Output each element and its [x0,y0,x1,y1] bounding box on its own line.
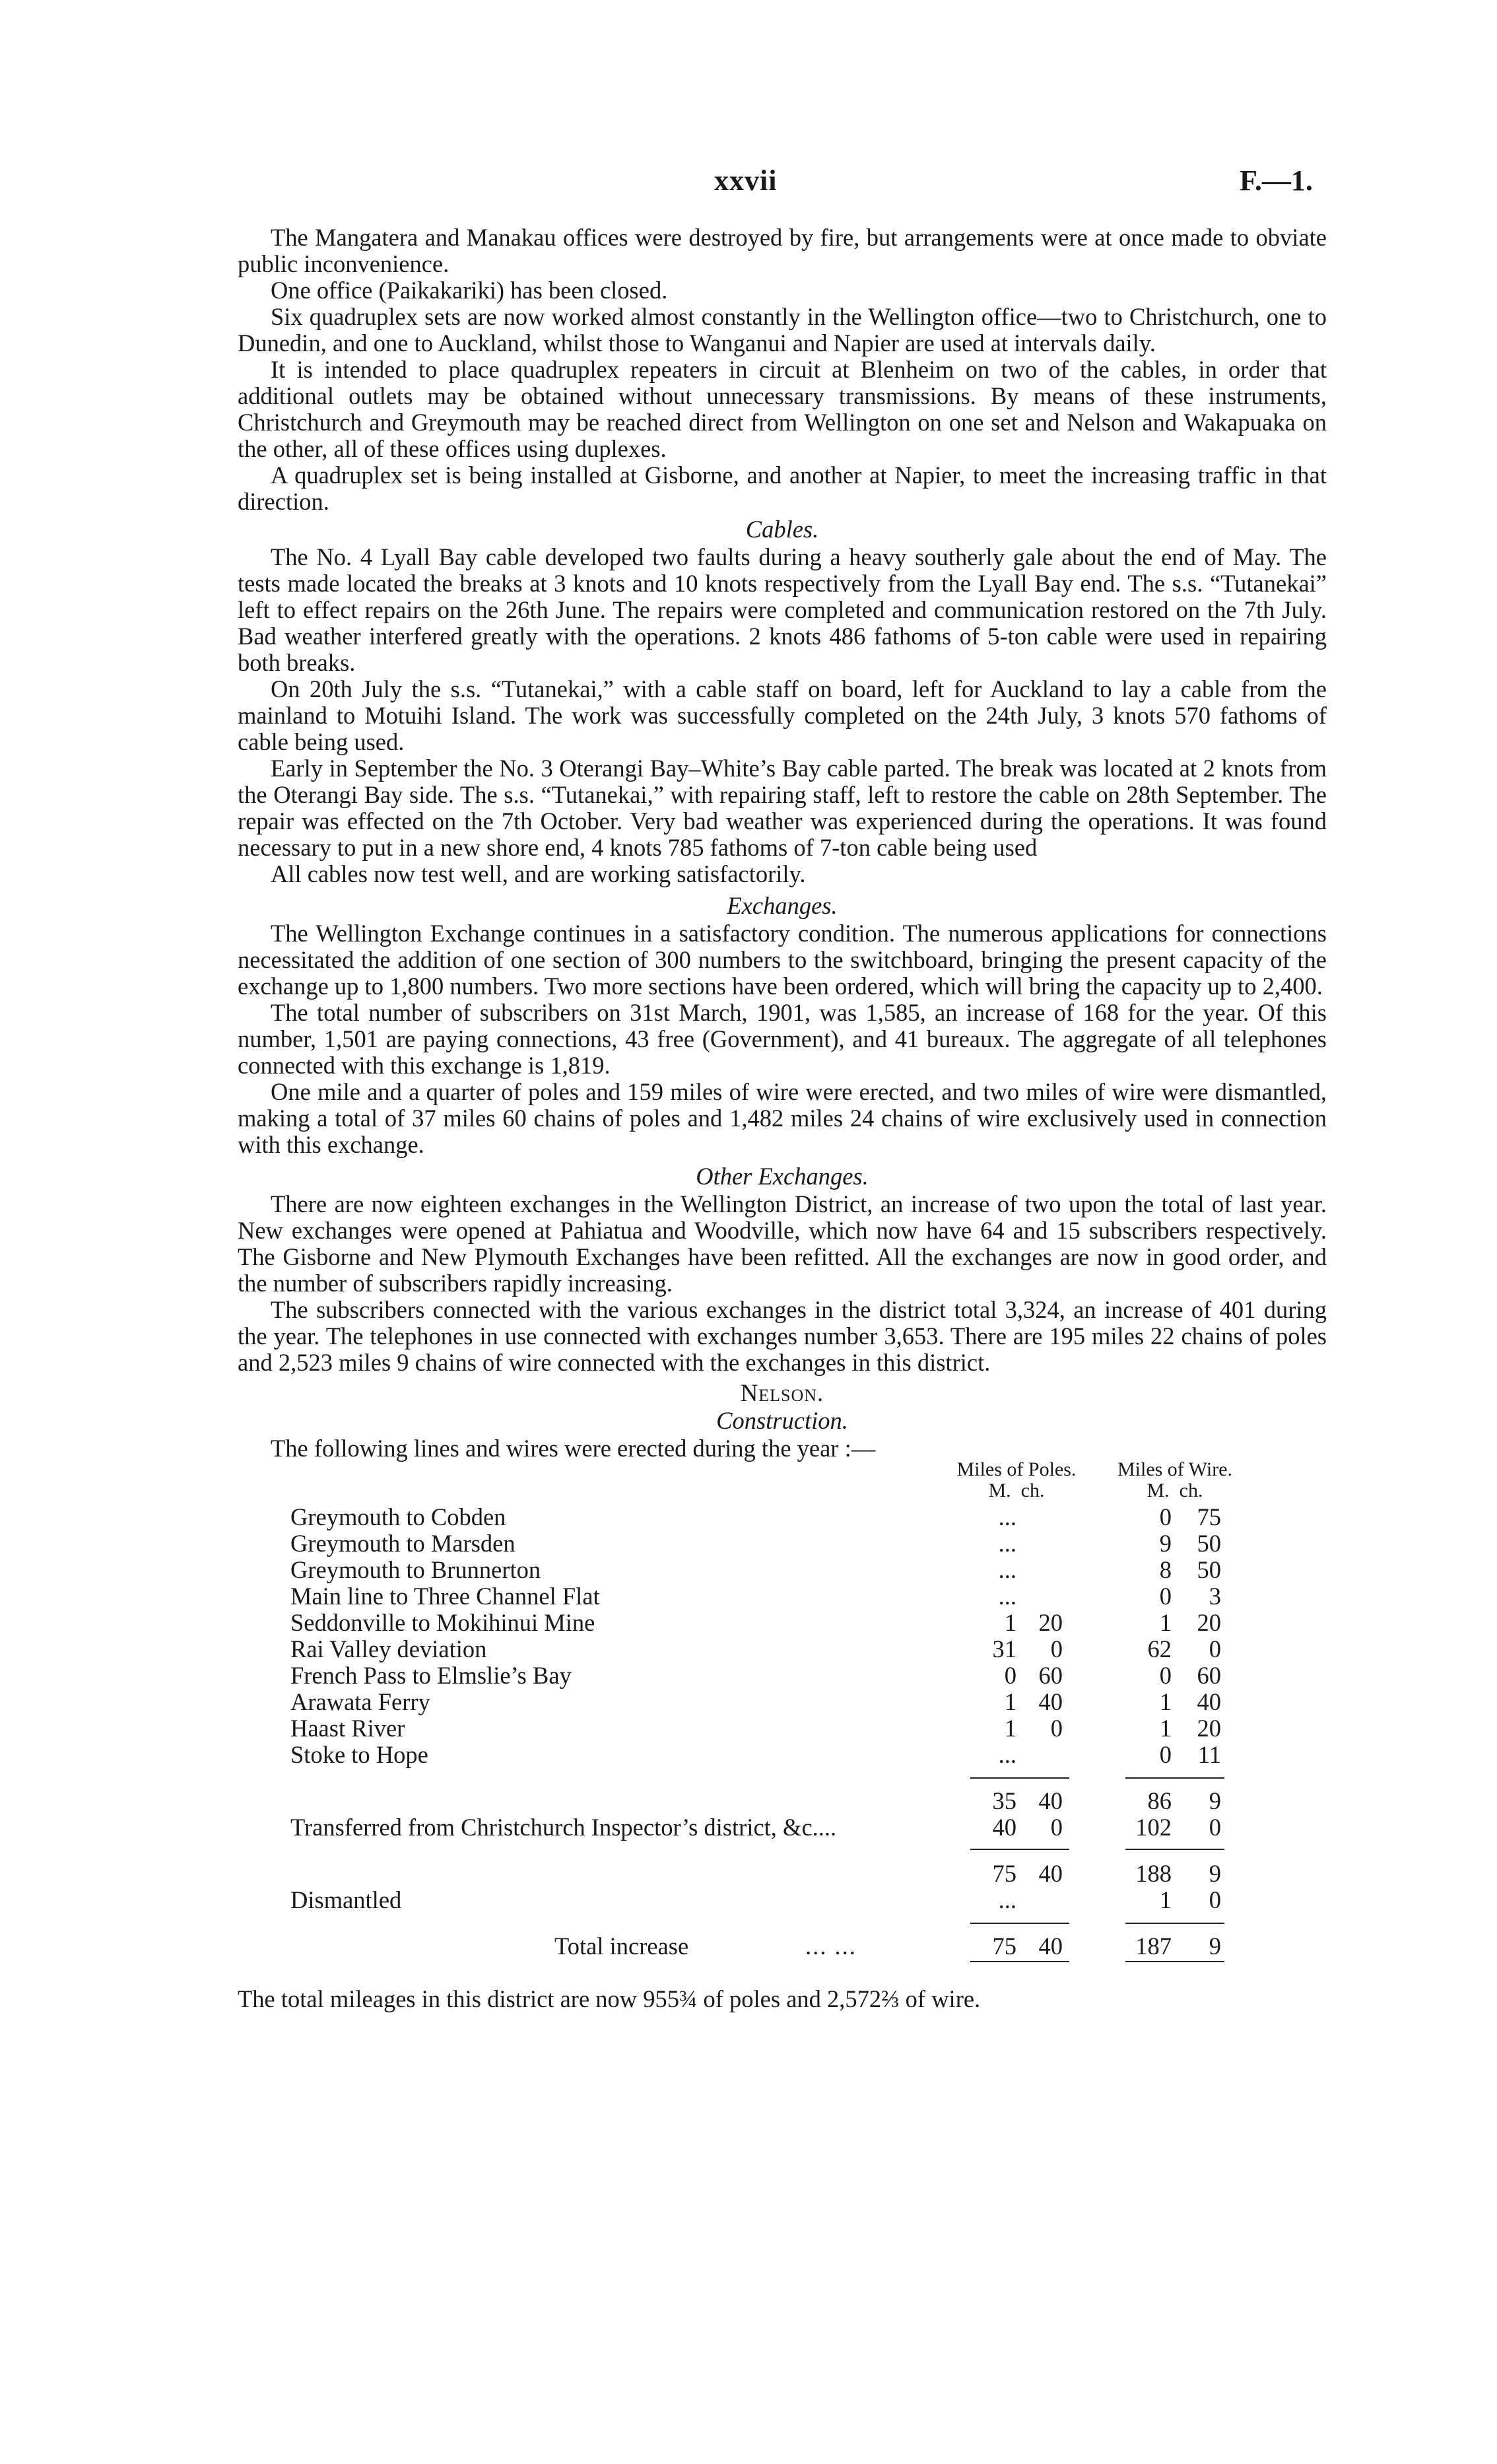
row-label: Arawata Ferry [290,1688,430,1715]
poles-miles: ... [998,1556,1016,1583]
leader-dots: ... ... [805,1933,857,1960]
paragraph: Six quadruplex sets are now worked almost constantly in the Wellington office—two to Christchurch, one to Dunedin, and one to Auckland, whilst those to Wanganui and Napier are used at intervals daily. [238,303,1327,357]
section-heading-other-exchanges: Other Exchanges. [696,1163,869,1190]
rule-row [238,1913,1327,1933]
section-heading-exchanges: Exchanges. [727,892,838,919]
row-label: Stoke to Hope [290,1741,428,1768]
wire-miles: 0 [1159,1503,1172,1530]
sum-rule [970,1923,1069,1924]
column-title: Miles of Wire. [1117,1458,1233,1480]
subtotal-row [238,1788,1327,1814]
wire-chains: 9 [1209,1933,1221,1960]
row-label: Rai Valley deviation [290,1635,487,1662]
poles-chains: 40 [1038,1933,1063,1960]
paragraph: There are now eighteen exchanges in the Wellington District, an increase of two upon the total of last year. New exchanges were opened at Pahiatua and Woodville, which now have 64 and 15 subscribers respectively. The Gisborne and New Plymouth Exchanges have been refitted. All the exchanges are now in good order, and the number of subscribers rapidly increasing. [238,1190,1327,1297]
table-row [238,1583,1327,1610]
row-label: Haast River [290,1715,405,1742]
paragraph: A quadruplex set is being installed at Gisborne, and another at Napier, to meet the increasing traffic in that direction. [238,462,1327,515]
row-label: Greymouth to Marsden [290,1530,516,1557]
closing-paragraph: The total mileages in this district are now 955¾ of poles and 2,572⅔ of wire. [238,1985,981,2012]
wire-chains: 3 [1209,1583,1221,1610]
column-units [1109,1480,1241,1501]
sum-rule [1125,1849,1224,1850]
table-row [238,1610,1327,1636]
poles-miles: 1 [1004,1688,1016,1715]
sum-rule [1125,1777,1224,1779]
poles-miles: 40 [992,1814,1016,1841]
dismantled-row [238,1887,1327,1913]
unit-chains: ch. [1179,1480,1203,1501]
construction-table [238,1458,1327,1966]
paragraph: The Mangatera and Manakau offices were destroyed by fire, but arrangements were at once made to obviate public inconvenience. [238,224,1327,277]
paragraph: All cables now test well, and are working satisfactorily. [271,860,806,887]
row-label: French Pass to Elmslie’s Bay [290,1662,572,1689]
paragraph: The total number of subscribers on 31st March, 1901, was 1,585, an increase of 168 for the year. Of this number, 1,501 are paying connections, 43 free (Government), and 41 bureaux. The aggregate of all telephones connected with this exchange is 1,819. [238,999,1327,1079]
document-reference: F.—1. [1240,164,1313,197]
section-heading-nelson: Nelson. [740,1379,824,1406]
poles-miles: 0 [1004,1662,1016,1689]
paragraph: The No. 4 Lyall Bay cable developed two faults during a heavy southerly gale about the end of May. The tests made located the breaks at 3 knots and 10 knots respectively from the Lyall Bay end. The s.s. “Tutanekai” left to effect repairs on the 26th June. The repairs were completed and communication restored on the 7th July. Bad weather interfered greatly with the operations. 2 knots 486 fathoms of 5-ton cable were used in repairing both breaks. [238,543,1327,676]
paragraph: It is intended to place quadruplex repeaters in circuit at Blenheim on two of the cables, in order that additional outlets may be obtained without unnecessary transmissions. By means of these instruments, Christchurch and Greymouth may be reached direct from Wellington on one set and Nelson and Wakapuaka on the other, all of these offices using duplexes. [238,356,1327,462]
wire-chains: 60 [1197,1662,1221,1689]
table-row [238,1636,1327,1662]
wire-chains: 9 [1209,1787,1221,1814]
subheading-construction: Construction. [716,1407,848,1434]
rule-row [238,1768,1327,1788]
poles-miles: ... [998,1886,1016,1913]
wire-chains: 0 [1209,1814,1221,1841]
poles-miles: ... [998,1530,1016,1557]
table-row [238,1557,1327,1583]
sum-rule [1125,1923,1224,1924]
column-units [950,1480,1082,1501]
wire-chains: 20 [1197,1715,1221,1742]
poles-miles: ... [998,1583,1016,1610]
poles-miles: 75 [992,1933,1016,1960]
table-intro: The following lines and wires were erected during the year :— [271,1435,876,1462]
total-rule [970,1961,1069,1962]
total-row [238,1933,1327,1960]
table-row [238,1662,1327,1689]
row-label: Transferred from Christchurch Inspector’s district, &c.... [290,1814,837,1841]
wire-chains: 50 [1197,1556,1221,1583]
poles-miles: ... [998,1503,1016,1530]
table-row [238,1715,1327,1742]
sum-rule [970,1849,1069,1850]
unit-miles: M. [1147,1480,1170,1501]
wire-miles: 86 [1147,1787,1172,1814]
column-title: Miles of Poles. [956,1458,1077,1480]
unit-miles: M. [988,1480,1011,1501]
wire-chains: 11 [1197,1741,1221,1768]
poles-chains: 20 [1038,1609,1063,1636]
transferred-row [238,1814,1327,1841]
poles-miles: 35 [992,1787,1016,1814]
table-body [238,1504,1327,1966]
row-label: Greymouth to Cobden [290,1503,506,1530]
wire-miles: 62 [1147,1635,1172,1662]
row-label: Seddonville to Mokihinui Mine [290,1609,595,1636]
wire-miles: 188 [1135,1860,1172,1887]
subtotal-row [238,1861,1327,1887]
poles-chains: 0 [1050,1814,1063,1841]
paragraph: One mile and a quarter of poles and 159 miles of wire were erected, and two miles of wire were dismantled, making a total of 37 miles 60 chains of poles and 1,482 miles 24 chains of wire exclusively used in connection with this exchange. [238,1078,1327,1158]
wire-chains: 40 [1197,1688,1221,1715]
row-label: Total increase [554,1933,689,1960]
row-label: Dismantled [290,1886,402,1913]
wire-chains: 0 [1209,1886,1221,1913]
poles-chains: 40 [1038,1860,1063,1887]
wire-miles: 9 [1159,1530,1172,1557]
total-rule [1125,1961,1224,1962]
paragraph: The subscribers connected with the various exchanges in the district total 3,324, an increase of 401 during the year. The telephones in use connected with exchanges number 3,653. There are 195 miles 22 chains of poles and 2,523 miles 9 chains of wire connected with the exchanges in this district. [238,1296,1327,1376]
wire-miles: 187 [1135,1933,1172,1960]
wire-miles: 0 [1159,1662,1172,1689]
column-header-wire [1109,1459,1241,1501]
poles-miles: 1 [1004,1715,1016,1742]
paragraph: The Wellington Exchange continues in a satisfactory condition. The numerous applications for connections necessitated the addition of one section of 300 numbers to the switchboard, bringing the present capacity of the exchange up to 1,800 numbers. Two more sections have been ordered, which will bring the capacity up to 2,400. [238,920,1327,1000]
poles-miles: 75 [992,1860,1016,1887]
table-row [238,1504,1327,1530]
rule-row [238,1960,1327,1966]
wire-chains: 20 [1197,1609,1221,1636]
wire-chains: 9 [1209,1860,1221,1887]
unit-chains: ch. [1020,1480,1045,1501]
paragraph: On 20th July the s.s. “Tutanekai,” with a cable staff on board, left for Auckland to lay a cable from the mainland to Motuihi Island. The work was successfully completed on the 24th July, 3 knots 570 fathoms of cable being used. [238,675,1327,755]
poles-chains: 60 [1038,1662,1063,1689]
rule-row [238,1841,1327,1861]
paragraph: Early in September the No. 3 Oterangi Bay–White’s Bay cable parted. The break was located at 2 knots from the Oterangi Bay side. The s.s. “Tutanekai,” with repairing staff, left to restore the cable on 28th September. The repair was effected on the 7th October. Very bad weather was experienced during the operations. It was found necessary to put in a new shore end, 4 knots 785 fathoms of 7-ton cable being used [238,755,1327,861]
wire-miles: 102 [1135,1814,1172,1841]
wire-chains: 75 [1197,1503,1221,1530]
wire-chains: 0 [1209,1635,1221,1662]
wire-miles: 1 [1159,1688,1172,1715]
poles-chains: 40 [1038,1787,1063,1814]
wire-miles: 0 [1159,1741,1172,1768]
wire-chains: 50 [1197,1530,1221,1557]
page-number: xxvii [714,164,778,197]
poles-miles: 31 [992,1635,1016,1662]
section-heading-cables: Cables. [745,516,819,543]
paragraph: One office (Paikakariki) has been closed. [271,277,668,304]
poles-miles: ... [998,1741,1016,1768]
sum-rule [970,1777,1069,1779]
table-row [238,1530,1327,1557]
column-header-poles [950,1459,1082,1501]
page-body [238,224,1327,2012]
wire-miles: 1 [1159,1715,1172,1742]
poles-chains: 0 [1050,1635,1063,1662]
poles-chains: 40 [1038,1688,1063,1715]
wire-miles: 1 [1159,1886,1172,1913]
wire-miles: 0 [1159,1583,1172,1610]
wire-miles: 8 [1159,1556,1172,1583]
poles-chains: 0 [1050,1715,1063,1742]
row-label: Greymouth to Brunnerton [290,1556,541,1583]
table-row [238,1689,1327,1715]
wire-miles: 1 [1159,1609,1172,1636]
table-row [238,1742,1327,1768]
poles-miles: 1 [1004,1609,1016,1636]
row-label: Main line to Three Channel Flat [290,1583,600,1610]
